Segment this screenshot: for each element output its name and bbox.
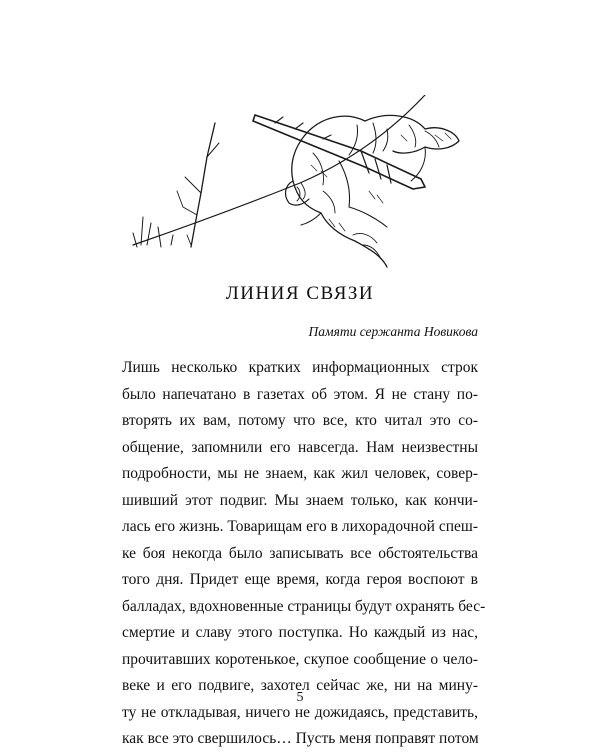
- body-line: Лишь несколько кратких информационных строк: [122, 359, 478, 376]
- chapter-title: ЛИНИЯ СВЯЗИ: [225, 283, 375, 304]
- body-line: лась его жизнь. Товарищам его в лихорадочной спеш-: [122, 518, 478, 535]
- body-line: веке и его подвиге, захотел сейчас же, ни на мину-: [122, 677, 478, 694]
- body-line: шивший этот подвиг. Мы знаем только, как кончи-: [122, 491, 478, 509]
- body-line: ке боя некогда было записывать все обстоятельства: [122, 544, 478, 562]
- dedication-epigraph: Памяти сержанта Новикова: [308, 324, 478, 339]
- bare-branch: [191, 123, 215, 247]
- page-number: 5: [296, 690, 304, 705]
- body-line: прочитавших коротенькое, скупое сообщение о чело-: [122, 650, 478, 668]
- body-line: было напечатано в газетах об этом. Я не стану по-: [122, 385, 478, 403]
- body-line: вторять их вам, потому что все, кто читал это со-: [122, 412, 478, 429]
- body-line: подробности, мы не знаем, как жил человек, совер-: [122, 465, 478, 482]
- body-line: как все это свершилось… Пусть меня поправят потом: [122, 730, 479, 747]
- body-line: смертие и славу этого поступка. Но каждый из нас,: [122, 624, 478, 641]
- rifle: [253, 115, 425, 189]
- body-line: ту не откладывая, ничего не дожидаясь, представить,: [122, 703, 478, 721]
- body-line: общение, запомнили его навсегда. Нам неизвестны: [122, 438, 478, 456]
- body-line: того дня. Придет еще время, когда героя воспоют в: [122, 571, 478, 588]
- soldier-sketch-illustration: [125, 95, 470, 270]
- body-line: балладах, вдохновенные страницы будут охранять бес-: [122, 597, 486, 615]
